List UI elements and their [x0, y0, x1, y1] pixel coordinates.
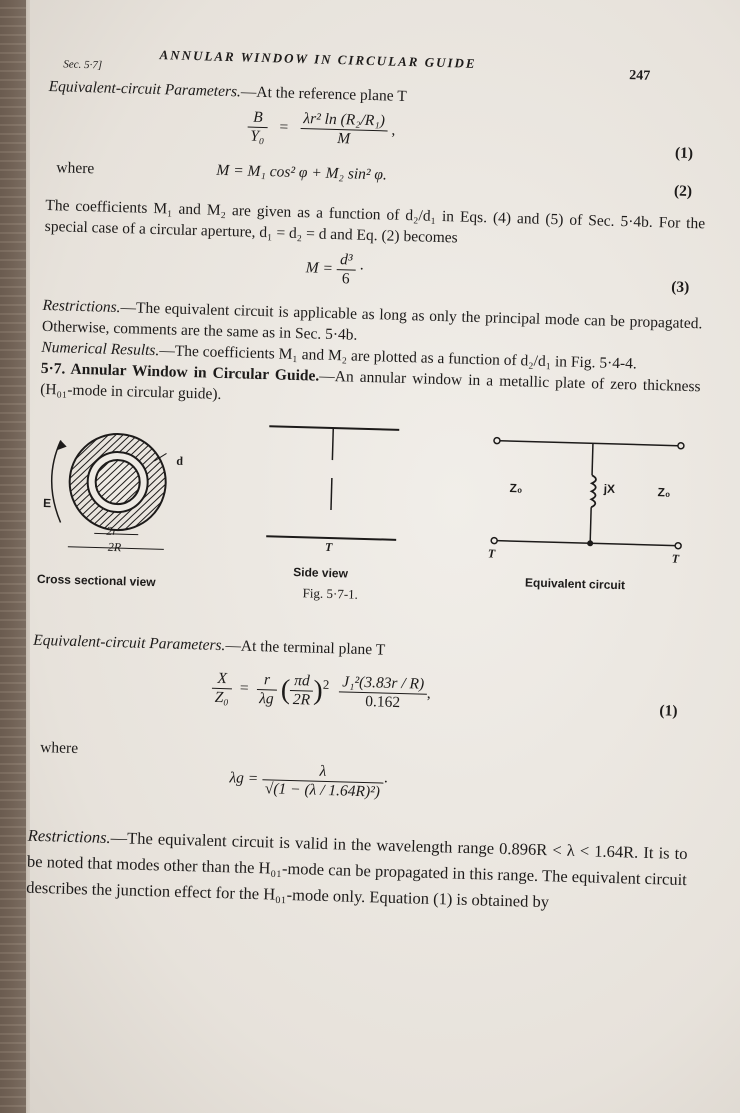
- running-title: ANNULAR WINDOW IN CIRCULAR GUIDE: [159, 47, 477, 71]
- eq4-r-num: r: [256, 671, 277, 691]
- label-Z0-right: Z₀: [657, 485, 671, 500]
- eq3-number: (3): [671, 278, 690, 296]
- equation-1: $\frac{B}{\text{Y₀}}$ = $\frac{\text{λr² ln (R₂/R₁)}}{M}$ , (1): [47, 97, 708, 173]
- eq4-lhs: [211, 670, 232, 708]
- paragraph-text: —At the reference plane T: [240, 83, 407, 105]
- section-heading: 5·7. Annular Window in Circular Guide.: [40, 359, 320, 385]
- label-2r: 2r: [106, 523, 118, 539]
- label-E: E: [42, 495, 52, 511]
- eq5-fraction: [262, 761, 384, 801]
- paragraph-text: —The equivalent circuit is applicable as long as only the principal mode can be propagated. Otherwise, comments are the same as in Sec. 5·4b.: [41, 299, 703, 344]
- eq1-lhs: [247, 109, 268, 147]
- eq1-lhs-den: Y₀: [250, 127, 265, 146]
- eq4-paren-num: πd: [290, 672, 314, 692]
- eq1-lhs-num: B: [248, 109, 269, 129]
- eq3-lhs: M =: [305, 259, 334, 278]
- eq1-rhs-num: λr² ln (R₂/R₁): [300, 110, 388, 131]
- eq3-num: d³: [337, 251, 356, 271]
- side-view-diagram: [266, 426, 399, 540]
- paragraph-coefficients: The coefficients M₁ and M₂ are given as a function of d₂/d₁ in Eqs. (4) and (5) of Sec. 5·4b. For the special case of a circular aperture, d₁ = d₂ = d and Eq. (2) becomes: [44, 196, 706, 247]
- eq2-number: (2): [673, 182, 693, 200]
- eq4-lhs-den: Z₀: [214, 688, 229, 707]
- paragraph-text: —The equivalent circuit is valid in the wavelength range 0.896R < λ < 1.64R. It is to be noted that modes other than the H₀₁-mode can be propagated in this range. The equivalent circuit describes the junction effect for the H₀₁-mode only. Equation (1) is obtained by: [26, 828, 688, 912]
- eq5-lhs: λg =: [229, 769, 259, 788]
- eq2-expression: M = M₁ cos² φ + M₂ sin² φ.: [216, 161, 388, 184]
- label-2R: 2R: [107, 539, 122, 555]
- paragraph-text: —An annular window in a metallic plate of zero thickness (H₀₁-mode in circular guide).: [40, 367, 701, 403]
- eq4-r-frac: [256, 671, 277, 709]
- paragraph-text: —At the terminal plane T: [225, 637, 386, 659]
- eq4-number: (1): [659, 702, 678, 720]
- eq4-bessel-num: J₁²(3.83r / R): [339, 673, 427, 694]
- eq5-den: √(1 − (λ / 1.64R)²): [264, 780, 381, 801]
- paragraph-text: —The coefficients M₁ and M₂ are plotted as a function of d₂/d₁ in Fig. 5·4-4.: [159, 342, 637, 373]
- eq4-paren-frac: [290, 672, 314, 710]
- eq3-fraction: [336, 251, 355, 288]
- where-label-2: where: [40, 739, 79, 758]
- run-in-heading: Numerical Results.: [41, 338, 160, 360]
- figure-label: Fig. 5·7-1.: [302, 585, 359, 602]
- eq1-rhs: [300, 110, 389, 149]
- label-T-left: T: [487, 546, 496, 561]
- label-d: d: [176, 453, 184, 468]
- page-content: [26, 40, 710, 919]
- book-spine: [0, 0, 26, 1113]
- caption-side-view: Side view: [293, 565, 349, 581]
- eq4-paren-den: 2R: [292, 691, 311, 709]
- caption-cross-section: Cross sectional view: [36, 571, 156, 590]
- eq3-den: 6: [341, 270, 350, 288]
- where-label: where: [56, 159, 95, 178]
- run-in-heading: Equivalent-circuit Parameters.: [32, 631, 226, 655]
- eq5-num: λ: [262, 761, 384, 783]
- eq4-r-den: λg: [258, 690, 274, 708]
- run-in-heading: Restrictions.: [42, 296, 121, 317]
- figure-5-7-1: [34, 410, 700, 648]
- eq1-number: (1): [674, 144, 694, 162]
- book-page: [26, 0, 740, 1113]
- label-jX: jX: [603, 481, 616, 496]
- eq1-rhs-den: M: [336, 130, 351, 148]
- run-in-heading: Restrictions.: [27, 825, 111, 848]
- equation-4: $\frac{X}{\text{Z₀}}$ = $\frac{r}{\lambda g}$ ( $\frac{\pi d}{2R}$ )$^2$ $\frac{\text{J₁²(3.83r / R)}}{0.162}$ , (1): [31, 651, 693, 755]
- paragraph-restrictions-2: [26, 823, 688, 919]
- page-number: 247: [629, 68, 651, 84]
- label-Z0-left: Z₀: [509, 481, 523, 496]
- section-ref: Sec. 5·7]: [63, 58, 103, 72]
- eq4-bessel-den: 0.162: [364, 693, 401, 712]
- eq4-bessel-frac: [338, 673, 427, 712]
- eq4-lhs-num: X: [212, 670, 233, 690]
- caption-equivalent-circuit: Equivalent circuit: [524, 575, 626, 593]
- run-in-heading: Equivalent-circuit Parameters.: [48, 77, 242, 101]
- equation-3: M = $\frac{\text{d³}}{6}$ · (3): [305, 251, 690, 296]
- label-T-right: T: [671, 551, 680, 566]
- label-T-side: T: [324, 539, 333, 555]
- equation-5: where λg = $\frac{\lambda}{\text{√(1 − (λ / 1.64R)²)}}$ ·: [40, 739, 389, 801]
